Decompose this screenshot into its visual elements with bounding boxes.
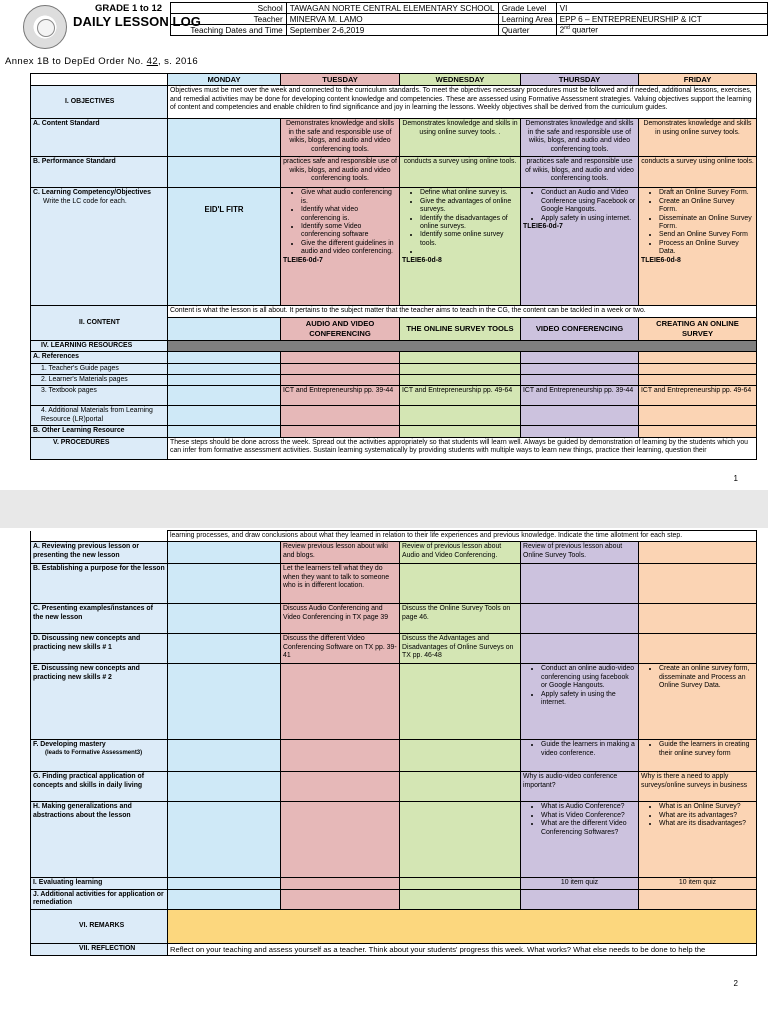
list-item: • Guide the learners in making a video conference.: [541, 741, 636, 758]
lc-code-thursday: TLEIE6-0d-7: [523, 222, 563, 230]
list-item: • What are its advantages?: [659, 812, 754, 820]
textbook-thursday: ICT and Entrepreneurship pp. 39-44: [521, 386, 639, 406]
textbook-friday: ICT and Entrepreneurship pp. 49-64: [639, 386, 757, 406]
page-number-1: 1: [733, 474, 738, 483]
competency-tuesday-list: [283, 189, 397, 256]
reflection-label: VII. REFLECTION: [31, 943, 168, 955]
step-j-label: J. Additional activities for application or remediation: [31, 889, 168, 909]
step-i-thursday: 10 item quiz: [521, 878, 639, 889]
quarter-value: [556, 25, 767, 36]
procedures-label: V. PROCEDURES: [31, 437, 168, 459]
competency-wednesday-list: [402, 189, 518, 256]
other-resource-label: B. Other Learning Resource: [31, 426, 168, 437]
grade-level-label: Grade Level: [498, 3, 556, 14]
teacher-label: Teacher: [171, 14, 287, 25]
textbook-wednesday: ICT and Entrepreneurship pp. 49-64: [400, 386, 521, 406]
step-g-friday: Why is there a need to apply surveys/online surveys in business: [639, 772, 757, 802]
competency-friday-list: [641, 189, 754, 256]
remarks-cell: [168, 909, 757, 943]
step-e-label: E. Discussing new concepts and practicing new skills # 2: [31, 664, 168, 740]
step-f-label-cell: [31, 740, 168, 772]
performance-standard-thursday: practices safe and responsible use of wikis, blogs, and audio and video conferencing tools.: [521, 157, 639, 188]
list-item: • Create an online survey form, disseminate and Process an Online Survey Data.: [659, 665, 754, 690]
lc-code-tuesday: TLEIE6-0d-7: [283, 256, 323, 264]
day-wednesday: WEDNESDAY: [400, 74, 521, 86]
step-f-sub: (leads to Formative Assessment3): [45, 749, 143, 756]
learning-area-value: EPP 6 – ENTREPRENEURSHIP & ICT: [556, 14, 767, 25]
textbook-tuesday: ICT and Entrepreneurship pp. 39-44: [281, 386, 400, 406]
annex-number: 42: [146, 56, 159, 67]
procedures-continued: learning processes, and draw conclusions about what they learned in relation to their life experiences and previous knowledge. Indicate the time allotment for each step.: [168, 531, 757, 542]
content-standard-wednesday: Demonstrates knowledge and skills in using online survey tools. .: [400, 119, 521, 157]
list-item: • Give the advantages of online surveys.: [420, 198, 518, 215]
list-item: • Conduct an online audio-video conferencing using facebook or Google Hangouts.: [541, 665, 636, 690]
performance-standard-tuesday: practices safe and responsible use of wikis, blogs, and audio and video conferencing tools.: [281, 157, 400, 188]
step-c-label: C. Presenting examples/instances of the new lesson: [31, 604, 168, 634]
grade-level-value: VI: [556, 3, 767, 14]
list-item: • Identify some Video conferencing software: [301, 223, 397, 240]
step-a-thursday: Review of previous lesson about Online Survey Tools.: [521, 542, 639, 564]
document-title: DAILY LESSON LOG: [73, 14, 202, 29]
step-h-friday-list: [641, 803, 754, 828]
step-b-label: B. Establishing a purpose for the lesson: [31, 564, 168, 604]
dates-label: Teaching Dates and Time: [171, 25, 287, 36]
step-b-tuesday: Let the learners tell what they do when they want to talk to someone who is in different location.: [281, 564, 400, 604]
page-2: [0, 528, 768, 1024]
competency-thursday-list: [523, 189, 636, 223]
step-d-label: D. Discussing new concepts and practicing new skills # 1: [31, 634, 168, 664]
content-standard-friday: Demonstrates knowledge and skills in using online survey tools.: [639, 119, 757, 157]
competency-monday: EID'L FITR: [204, 205, 244, 215]
content-tuesday: AUDIO AND VIDEO CONFERENCING: [281, 317, 400, 340]
step-d-wednesday: Discuss the Advantages and Disadvantages of Online Surveys on TX pp. 46-48: [400, 634, 521, 664]
list-item: [420, 248, 518, 256]
quarter-label: Quarter: [498, 25, 556, 36]
list-item: • What is an Online Survey?: [659, 803, 754, 811]
step-c-wednesday: Discuss the Online Survey Tools on page 46.: [400, 604, 521, 634]
list-item: • Conduct an Audio and Video Conference using Facebook or Google Hangouts.: [541, 189, 636, 214]
additional-materials-label: 4. Additional Materials from Learning Resource (LR)portal: [31, 406, 168, 426]
content-wednesday: THE ONLINE SURVEY TOOLS: [400, 317, 521, 340]
list-item: • Send an Online Survey Form: [659, 231, 754, 239]
performance-standard-label: B. Performance Standard: [31, 157, 168, 188]
list-item: • Draft an Online Survey Form.: [659, 189, 754, 197]
competency-label-cell: [31, 188, 168, 306]
list-item: • Guide the learners in creating their online survey form: [659, 741, 754, 758]
step-a-label: A. Reviewing previous lesson or presenting the new lesson: [31, 542, 168, 564]
school-label: School: [171, 3, 287, 14]
list-item: • Apply safety in using the internet.: [541, 691, 636, 708]
procedures-text: These steps should be done across the week. Spread out the activities appropriately so that students will learn well. Always be guided by demonstration of learning by the students which you can infer from formative assessment activities. Sustain learning systematically by providing students with multiple ways to learn new things, practice their learning, question their: [168, 437, 757, 459]
page-1: [0, 0, 768, 490]
learners-materials-label: 2. Learner's Materials pages: [31, 374, 168, 385]
performance-standard-friday: conducts a survey using online tools.: [639, 157, 757, 188]
content-standard-label: A. Content Standard: [31, 119, 168, 157]
textbook-label: 3. Textbook pages: [31, 386, 168, 406]
performance-standard-wednesday: conducts a survey using online tools.: [400, 157, 521, 188]
step-i-label: I. Evaluating learning: [31, 878, 168, 889]
objectives-label: I. OBJECTIVES: [31, 86, 168, 119]
teacher-value: MINERVA M. LAMO: [286, 14, 498, 25]
list-item: • What is Audio Conference?: [541, 803, 636, 811]
school-value: TAWAGAN NORTE CENTRAL ELEMENTARY SCHOOL: [286, 3, 498, 14]
step-g-label: G. Finding practical application of concepts and skills in daily living: [31, 772, 168, 802]
content-thursday: VIDEO CONFERENCING: [521, 317, 639, 340]
list-item: • Give what audio conferencing is.: [301, 189, 397, 206]
reflection-text: Reflect on your teaching and assess yourself as a teacher. Think about your students' progress this week. What works? What else needs to be done to help the: [168, 943, 757, 955]
corner-cell: [31, 74, 168, 86]
step-a-tuesday: Review previous lesson about wiki and blogs.: [281, 542, 400, 564]
content-friday: CREATING AN ONLINE SURVEY: [639, 317, 757, 340]
competency-label: C. Learning Competency/Objectives: [33, 189, 151, 197]
list-item: • Give the different guidelines in audio and video conferencing.: [301, 240, 397, 257]
remarks-label: VI. REMARKS: [31, 909, 168, 943]
lc-code-wednesday: TLEIE6-0d-8: [402, 256, 442, 264]
annex-text-a: Annex 1B to DepEd Order No.: [5, 56, 147, 67]
day-thursday: THURSDAY: [521, 74, 639, 86]
content-standard-tuesday: Demonstrates knowledge and skills in the safe and responsible use of wikis, blogs, and audio and video conferencing tools.: [281, 119, 400, 157]
dates-value: September 2-6,2019: [286, 25, 498, 36]
list-item: • Identify some online survey tools.: [420, 231, 518, 248]
step-f-friday-list: [641, 741, 754, 758]
step-f-label: F. Developing mastery: [33, 741, 106, 749]
content-label: II. CONTENT: [31, 306, 168, 340]
list-item: • What are its disadvantages?: [659, 820, 754, 828]
grade-range: GRADE 1 to 12: [95, 3, 163, 14]
quarter-suffix: nd: [564, 25, 570, 32]
deped-seal-logo: [23, 5, 67, 49]
quarter-number: 2: [559, 25, 565, 35]
lesson-log-table-1: [30, 73, 757, 460]
list-item: • What are the different Video Conferencing Softwares?: [541, 820, 636, 837]
step-f-thursday-list: [523, 741, 636, 758]
day-friday: FRIDAY: [639, 74, 757, 86]
step-h-label: H. Making generalizations and abstractions about the lesson: [31, 802, 168, 878]
list-item: • Create an Online Survey Form.: [659, 198, 754, 215]
competency-sub: Write the LC code for each.: [43, 197, 127, 205]
step-i-friday: 10 item quiz: [639, 878, 757, 889]
resources-label: IV. LEARNING RESOURCES: [31, 340, 168, 351]
header-info-table: [170, 2, 768, 36]
step-e-thursday-list: [523, 665, 636, 707]
references-label: A. References: [31, 352, 168, 363]
annex-text-b: , s. 2016: [158, 56, 199, 67]
list-item: • Apply safety in using internet.: [541, 215, 636, 223]
learning-area-label: Learning Area: [498, 14, 556, 25]
step-e-friday-list: [641, 665, 754, 690]
content-standard-thursday: Demonstrates knowledge and skills in the safe and responsible use of wikis, blogs, and audio and video conferencing tools.: [521, 119, 639, 157]
teachers-guide-label: 1. Teacher's Guide pages: [31, 363, 168, 374]
list-item: • Define what online survey is.: [420, 189, 518, 197]
step-d-tuesday: Discuss the different Video Conferencing Software on TX pp. 39-41: [281, 634, 400, 664]
day-tuesday: TUESDAY: [281, 74, 400, 86]
lesson-log-table-2: [30, 530, 757, 956]
step-a-wednesday: Review of previous lesson about Audio and Video Conferencing.: [400, 542, 521, 564]
list-item: • What is Video Conference?: [541, 812, 636, 820]
page-number-2: 2: [733, 979, 738, 988]
list-item: • Disseminate an Online Survey Form.: [659, 215, 754, 232]
list-item: • Identify what video conferencing is.: [301, 206, 397, 223]
day-monday: MONDAY: [168, 74, 281, 86]
annex-note: [5, 56, 198, 67]
step-g-thursday: Why is audio-video conference important?: [521, 772, 639, 802]
step-h-thursday-list: [523, 803, 636, 837]
lc-code-friday: TLEIE6-0d-8: [641, 256, 681, 264]
content-text: Content is what the lesson is all about. It pertains to the subject matter that the teacher aims to teach in the CG, the content can be tackled in a week or two.: [168, 306, 757, 317]
list-item: • Process an Online Survey Data.: [659, 240, 754, 257]
step-c-tuesday: Discuss Audio Conferencing and Video Conferencing in TX page 39: [281, 604, 400, 634]
list-item: • Identify the disadvantages of online surveys.: [420, 215, 518, 232]
quarter-word: quarter: [569, 25, 599, 35]
objectives-text: Objectives must be met over the week and connected to the curriculum standards. To meet the objectives necessary procedures must be followed and if needed, additional lessons, exercises, and remedial activities may be done for developing content knowledge and competencies. These are assessed using Formative Assessment strategies. Valuing objectives support the learning of content and competencies and enable children to find significance and joy in learning the lessons. Weekly objectives shall be derived from the curriculum guides.: [168, 86, 757, 119]
